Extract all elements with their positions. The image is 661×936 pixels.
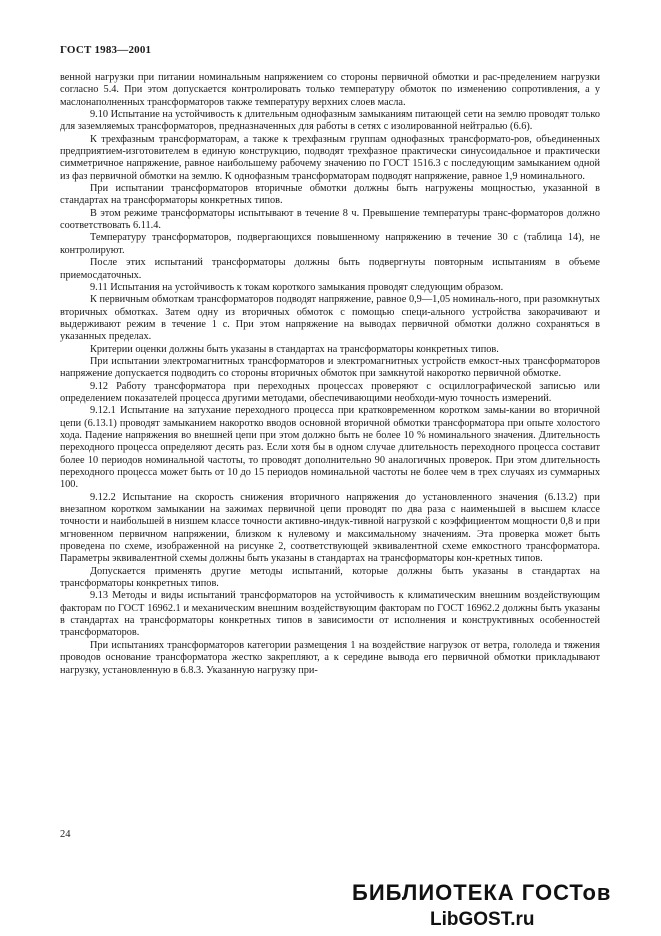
paragraph: 9.10 Испытание на устойчивость к длительным однофазным замыканиям питающей сети на землю проводят только для заземляемых трансформаторов, предназначенных для работы в сетях с изолированной нейтралью (6.6). <box>60 109 600 133</box>
paragraph: К трехфазным трансформаторам, а также к трехфазным группам однофазных трансформато-ров, объединенных предприятием-изготовителем в единую конструкцию, подводят трехфазное практически синусоидальное и практически симметричное напряжение, равное наибольшему рабочему значению по ГОСТ 1516.3 с последующим замыканием одной из фаз первичной обмотки на землю. К однофазным трансформаторам подводят напряжение, равное 1,9 номинального. <box>60 133 600 182</box>
paragraph: При испытании трансформаторов вторичные обмотки должны быть нагружены мощностью, указанной в стандартах на трансформаторы конкретных типов. <box>60 183 600 207</box>
paragraph: венной нагрузки при питании номинальным напряжением со стороны первичной обмотки и рас-пределением нагрузки согласно 5.4. При этом допускается контролировать только температуру обмоток по изменению сопротивления, а у маслонаполненных трансформаторов также температуру верхних слоев масла. <box>60 72 600 108</box>
paragraph: К первичным обмоткам трансформаторов подводят напряжение, равное 0,9—1,05 номиналь-ного, при разомкнутых вторичных обмотках. Затем одну из вторичных обмоток с помощью специ-ального устройства закорачивают и выдерживают режим в течение 1 с. При этом напряжение на выводах первичной обмотки должно сохраняться в указанных пределах. <box>60 294 600 343</box>
watermark-title: БИБЛИОТЕКА ГОСТов <box>352 880 612 905</box>
paragraph: Допускается применять другие методы испытаний, которые должны быть указаны в стандартах на трансформаторы конкретных типов. <box>60 565 600 590</box>
paragraph: 9.12 Работу трансформатора при переходных процессах проверяют с осциллографической записью или определением показателей процесса другими методами, обеспечивающими необходи-мую точность измерений. <box>60 380 600 404</box>
paragraph: 9.12.1 Испытание на затухание переходного процесса при кратковременном коротком замы-кании во вторичной цепи (6.13.1) проводят замыканием накоротко вводов основной вторичной обмотки трансформатора при опыте холостого хода. Падение напряжения во внешней цепи при этом должно быть не более 10 % номинального значения. Длительность переходного процесса определяют десять раз. Если хотя бы в одном случае длительность переходного процесса составит более 10 периодов номинальной частоты, то проводят дополнительно 90 аналогичных проверок. При этом длительность переходного процесса может быть от 10 до 15 периодов номинальной частоты не более чем в трех случаях из суммарных 100. <box>60 405 600 491</box>
paragraph: После этих испытаний трансформаторы должны быть подвергнуты повторным испытаниям в объеме приемосдаточных. <box>60 257 600 281</box>
paragraph: При испытании электромагнитных трансформаторов и электромагнитных устройств емкост-ных трансформаторов напряжение допускается подводить со стороны вторичных обмоток при замкнутой накоротко первичной обмотке. <box>60 355 600 380</box>
paragraph: 9.11 Испытания на устойчивость к токам короткого замыкания проводят следующим образом. <box>90 281 504 293</box>
paragraph: Критерии оценки должны быть указаны в стандартах на трансформаторы конкретных типов. <box>90 343 499 355</box>
page-number: 24 <box>60 829 71 840</box>
paragraph: Температуру трансформаторов, подвергающихся повышенному напряжению в течение 30 с (таблица 14), не контролируют. <box>60 232 600 256</box>
watermark-site: LibGOST.ru <box>430 909 535 930</box>
paragraph: 9.13 Методы и виды испытаний трансформаторов на устойчивость к климатическим внешним воздействующим факторам по ГОСТ 16962.1 и механическим внешним воздействующим факторам по ГОСТ 16962.2 должны быть указаны в стандартах на трансформаторы конкретных типов в зависимости от исполнения и конструктивных особенностей трансформаторов. <box>60 590 600 639</box>
paragraph: 9.12.2 Испытание на скорость снижения вторичного напряжения до установленного значения (6.13.2) при внезапном коротком замыкании на зажимах первичной цепи проводят по два раза с наименьшей в высшем классе точности и наибольшей в низшем классе точности активно-индук-тивной нагрузкой с коэффициентом мощности 0,8 и при мгновенном первичном напряжении, близком к нулевому и максимальному значениям. Эта проверка может быть проведена по схеме, изображенной на рисунке 2, соответствующей эквивалентной схеме емкостного трансформатора. Параметры эквивалентной схемы должны быть указаны в стандартах на трансформаторы кон-кретных типов. <box>60 491 600 565</box>
paragraph: При испытаниях трансформаторов категории размещения 1 на воздействие нагрузок от ветра, гололеда и тяжения проводов основание трансформатора жестко закрепляют, а к середине вывода его первичной обмотки прикладывают нагрузку, установленную в 6.8.3. Указанную нагрузку при- <box>60 639 600 676</box>
paragraph: В этом режиме трансформаторы испытывают в течение 8 ч. Превышение температуры транс-форматоров должно соответствовать 6.11.4. <box>60 207 600 232</box>
document-body <box>60 72 600 677</box>
page-header: ГОСТ 1983—2001 <box>60 44 152 56</box>
